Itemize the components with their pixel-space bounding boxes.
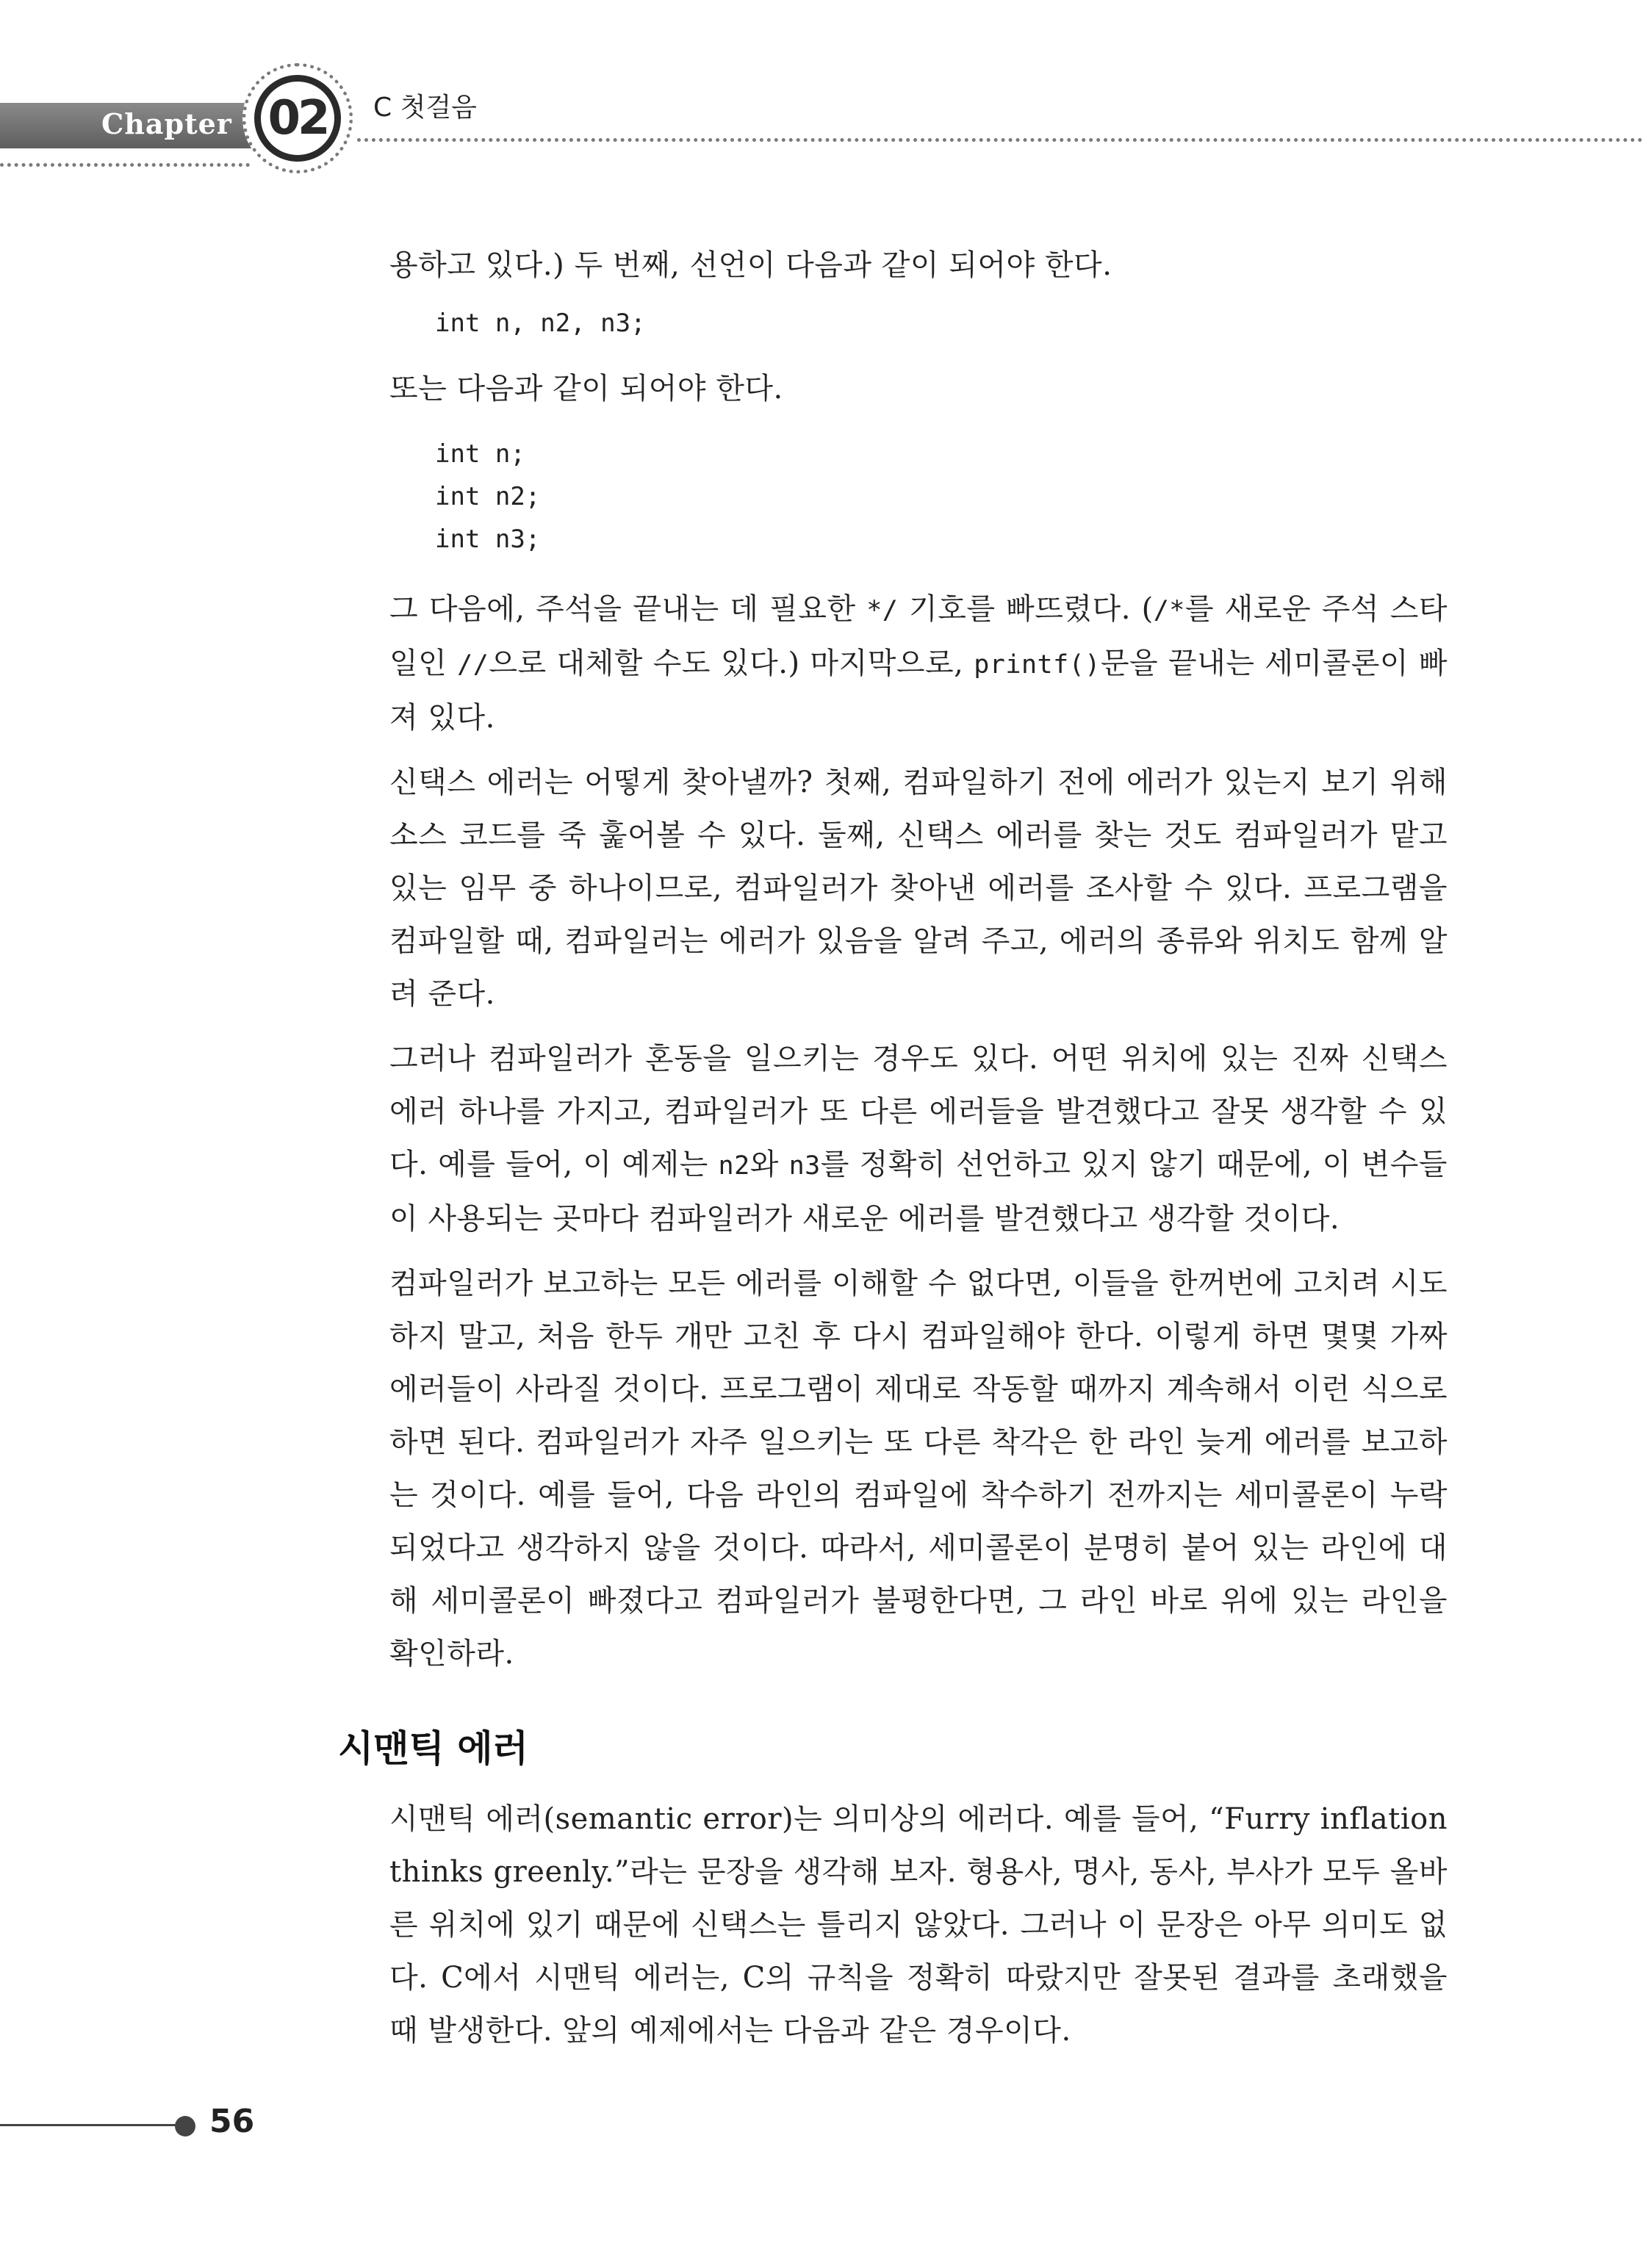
paragraph-7: 시맨틱 에러(semantic error)는 의미상의 에러다. 예를 들어, “Furry inflation thinks greenly.”라는 문장을 생각해 보자. 형용사, 명사, 동사, 부사가 모두 올바른 위치에 있기 때문에 신택스는 틀리지 않았다. 그러나 이 문장은 아무 의미도 없다. C에서 시맨틱 에러는, C의 규칙을 정확히 따랐지만 잘못된 결과를 초래했을 때 발생한다. 앞의 예제에서는 다음과 같은 경우이다.: [389, 1802, 1448, 2048]
paragraph-3: [389, 583, 1448, 744]
header-dotted-line-right: [357, 138, 1643, 142]
inline-code-comment-start: /*: [1153, 596, 1185, 625]
inline-code-comment-end: */: [866, 596, 899, 625]
paragraph-4: 신택스 에러는 어떻게 찾아낼까? 첫째, 컴파일하기 전에 에러가 있는지 보기 위해 소스 코드를 죽 훑어볼 수 있다. 둘째, 신택스 에러를 찾는 것도 컴파일러가 맡고 있는 임무 중 하나이므로, 컴파일러가 찾아낸 에러를 조사할 수 있다. 프로그램을 컴파일할 때, 컴파일러는 에러가 있음을 알려 주고, 에러의 종류와 위치도 함께 알려 준다.: [389, 766, 1448, 1011]
paragraph-3-text-a: 그 다음에, 주석을 끝내는 데 필요한: [389, 592, 867, 626]
inline-code-line-comment: //: [457, 650, 489, 680]
paragraph-5-text-a: 그러나 컴파일러가 혼동을 일으키는 경우도 있다. 어떤 위치에 있는 진짜 신택스 에러 하나를 가지고, 컴파일러가 또 다른 에러들을 발견했다고 잘못 생각할 수 있다. 예를 들어, 이 예제는: [389, 1042, 1448, 1181]
code-block-1: int n, n2, n3;: [435, 309, 646, 338]
inline-code-n3: n3: [788, 1151, 821, 1181]
inline-code-n2: n2: [718, 1151, 750, 1181]
paragraph-2: 또는 다음과 같이 되어야 한다.: [389, 372, 783, 406]
paragraph-5: [389, 1032, 1448, 1245]
paragraph-3-text-g: 으로 대체할 수도 있다.) 마지막으로,: [489, 647, 974, 680]
inline-code-printf: printf(): [974, 650, 1101, 680]
code-block-2: int n; int n2; int n3;: [435, 439, 541, 554]
paragraph-3-text-c: 기호를 빠뜨렸다. (: [898, 592, 1154, 626]
chapter-header: [0, 0, 1643, 206]
footer-bullet: [175, 2116, 195, 2136]
page-number: 56: [209, 2103, 255, 2140]
chapter-label: Chapter: [101, 107, 232, 140]
paragraph-1: 용하고 있다.) 두 번째, 선언이 다음과 같이 되어야 한다.: [389, 248, 1112, 282]
paragraph-5-text-e: 를 정확히 선언하고 있지 않기 때문에, 이 변수들이 사용되는 곳마다 컴파일러가 새로운 에러를 발견했다고 생각할 것이다.: [389, 1148, 1448, 1236]
paragraph-3-text-i: 문을 끝내는 세미콜론이 빠져 있다.: [389, 647, 1448, 735]
chapter-title: C 첫걸음: [373, 93, 477, 123]
page-body: [389, 239, 1448, 1680]
section-body: [389, 1793, 1448, 2057]
paragraph-5-text-c: 와: [749, 1148, 789, 1181]
paragraph-3-text-e: 를 새로운 주석 스타일인: [389, 592, 1448, 680]
paragraph-6: 컴파일러가 보고하는 모든 에러를 이해할 수 없다면, 이들을 한꺼번에 고치려 시도하지 말고, 처음 한두 개만 고친 후 다시 컴파일해야 한다. 이렇게 하면 몇몇 가짜 에러들이 사라질 것이다. 프로그램이 제대로 작동할 때까지 계속해서 이런 식으로 하면 된다. 컴파일러가 자주 일으키는 또 다른 착각은 한 라인 늦게 에러를 보고하는 것이다. 예를 들어, 다음 라인의 컴파일에 착수하기 전까지는 세미콜론이 누락되었다고 생각하지 않을 것이다. 따라서, 세미콜론이 분명히 붙어 있는 라인에 대해 세미콜론이 빠졌다고 컴파일러가 불평한다면, 그 라인 바로 위에 있는 라인을 확인하라.: [389, 1267, 1448, 1671]
footer-line: [0, 2124, 180, 2126]
chapter-number: 02: [254, 75, 341, 162]
header-dotted-line-left: [0, 163, 250, 167]
section-title: 시맨틱 에러: [338, 1727, 528, 1770]
